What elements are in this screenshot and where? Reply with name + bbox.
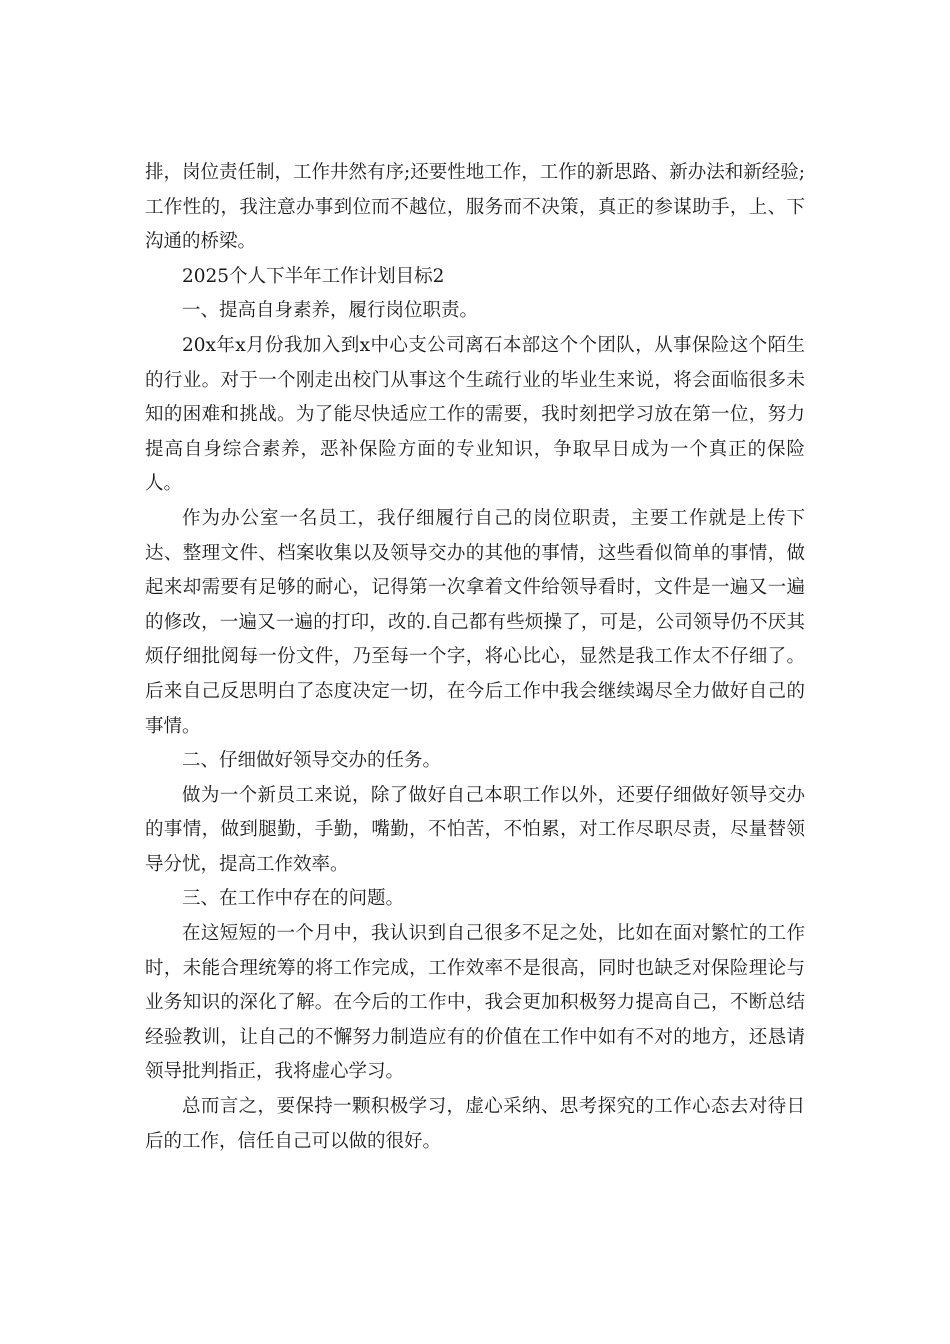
heading-3: 三、在工作中存在的问题。 (182, 888, 405, 910)
paragraph-continuation: 排，岗位责任制，工作井然有序;还要性地工作，工作的新思路、新办法和新经验;工作性的，我注意办事到位而不越位，服务而不决策，真正的参谋助手，上、下沟通的桥梁。 (145, 162, 805, 253)
section-title: 2025个人下半年工作计划目标2 (182, 265, 445, 287)
paragraph-5: 总而言之，要保持一颗积极学习，虚心采纳、思考探究的工作心态去对待日后的工作，信任自己可以做的很好。 (145, 1096, 805, 1152)
paragraph-3: 做为一个新员工来说，除了做好自己本职工作以外，还要仔细做好领导交办的事情，做到腿勤，手勤，嘴勤，不怕苦，不怕累，对工作尽职尽责，尽量替领导分忧，提高工作效率。 (145, 784, 805, 875)
heading-2: 二、仔细做好领导交办的任务。 (182, 750, 442, 772)
heading-1: 一、提高自身素养，履行岗位职责。 (182, 300, 479, 322)
paragraph-2: 作为办公室一名员工，我仔细履行自己的岗位职责，主要工作就是上传下达、整理文件、档案收集以及领导交办的其他的事情，这些看似简单的事情，做起来却需要有足够的耐心，记得第一次拿着文件给领导看时，文件是一遍又一遍的修改，一遍又一遍的打印，改的.自己都有些烦操了，可是，公司领导仍不厌其烦仔细批阅每一份文件，乃至每一个字，将心比心，显然是我工作太不仔细了。后来自己反思明白了态度决定一切，在今后工作中我会继续竭尽全力做好自己的事情。 (145, 507, 805, 737)
document-body (145, 156, 805, 1159)
paragraph-4: 在这短短的一个月中，我认识到自己很多不足之处，比如在面对繁忙的工作时，未能合理统筹的将工作完成，工作效率不是很高，同时也缺乏对保险理论与业务知识的深化了解。在今后的工作中，我会更加积极努力提高自己，不断总结经验教训，让自己的不懈努力制造应有的价值在工作中如有不对的地方，还恳请领导批判指正，我将虚心学习。 (145, 923, 805, 1083)
paragraph-1: 20x年x月份我加入到x中心支公司离石本部这个个团队，从事保险这个陌生的行业。对于一个刚走出校门从事这个生疏行业的毕业生来说，将会面临很多未知的困难和挑战。为了能尽快适应工作的需要，我时刻把学习放在第一位，努力提高自身综合素养，恶补保险方面的专业知识，争取早日成为一个真正的保险人。 (145, 334, 805, 495)
